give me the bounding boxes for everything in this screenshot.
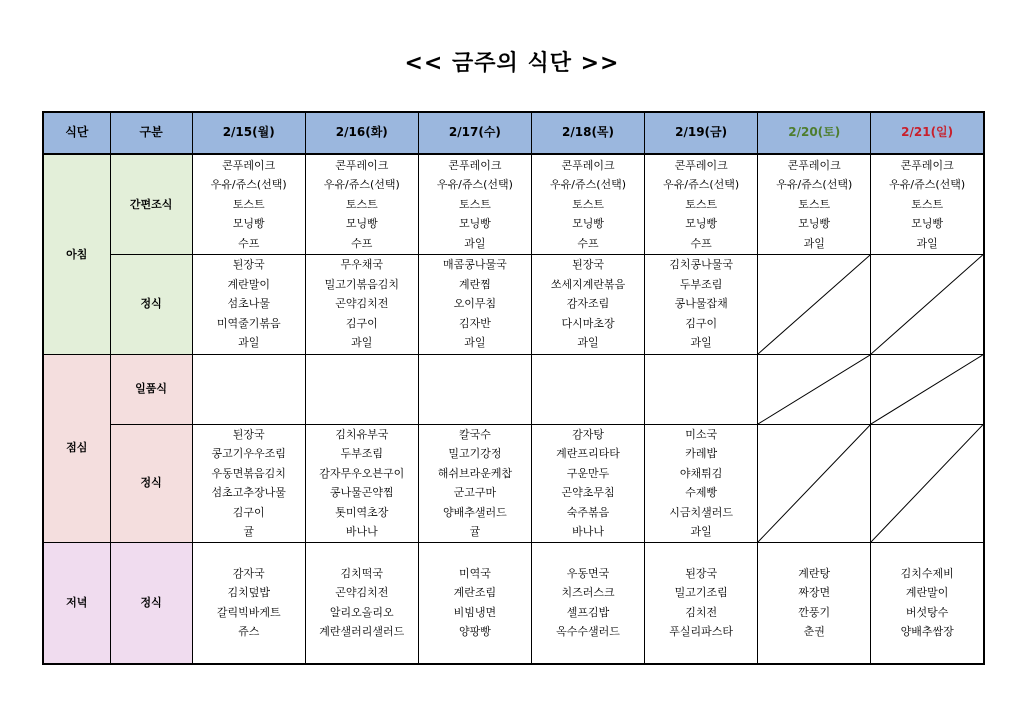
dish-item: 양배추샐러드 [443,505,507,519]
dish-item: 양팡빵 [458,625,491,639]
dish-item: 모닝빵 [685,217,718,230]
dish-item: 밀고기볶음김치 [324,277,399,291]
dish-item: 모닝빵 [911,217,944,230]
header-day: 2/19(금) [645,112,758,154]
dish-item: 계란말이 [227,277,270,291]
dish-item: 콘푸레이크 [561,158,615,172]
dish-item: 된장국 [232,427,265,441]
dish-item: 두부조림 [340,447,384,460]
dish-item: 우유/쥬스(선택) [889,178,966,191]
dish-item: 비빔냉면 [453,605,497,619]
menu-body [43,154,984,664]
dish-item: 콘푸레이크 [674,158,728,172]
menu-row [43,542,984,664]
dish-item: 계란조림 [453,586,497,600]
menu-cell [418,254,531,354]
dish-item: 무우채국 [340,258,384,272]
dish-item: 과일 [238,336,260,350]
dish-item: 밀고기강정 [448,447,502,460]
dish-item: 곤약김치전 [335,297,389,311]
dish-item: 콘푸레이크 [787,158,841,172]
menu-cell [871,542,984,664]
dish-item: 두부조림 [679,277,723,291]
meal-type: 일품식 [110,354,192,424]
dish-item: 우유/쥬스(선택) [210,178,287,191]
dish-item: 미역줄기볶음 [216,316,281,330]
dish-item: 김구이 [232,505,265,519]
menu-cell [645,542,758,664]
no-service-cell [758,254,871,354]
dish-item: 계란탕 [798,566,831,580]
header-day-sunday: 2/21(일) [871,112,984,154]
dish-item: 콩고기우우조림 [211,447,286,460]
header-day: 2/18(목) [531,112,644,154]
diagonal-slash [758,355,870,424]
dish-item: 콘푸레이크 [335,158,389,172]
menu-row [43,354,984,424]
header-meal: 식단 [43,112,110,154]
dish-item: 김치유부국 [335,427,389,441]
dish-item: 과일 [690,525,712,538]
dish-item: 톳미역초장 [335,505,389,519]
dish-item: 수프 [577,236,599,250]
dish-item: 카레밥 [685,447,718,460]
dish-item: 감자무우오븐구이 [319,466,405,480]
dish-item: 우유/쥬스(선택) [776,178,853,191]
menu-cell [758,154,871,254]
dish-item: 바나나 [345,525,378,538]
menu-cell [192,254,305,354]
dish-item: 감자탕 [572,427,604,441]
dish-item: 춘권 [803,625,825,639]
dish-item: 숙주볶음 [566,505,610,519]
menu-cell [758,542,871,664]
dish-item: 우유/쥬스(선택) [550,178,627,191]
dish-item: 과일 [916,236,938,250]
dish-item: 칼국수 [458,427,491,441]
diagonal-slash [758,425,870,542]
dish-item: 우동면볶음김치 [211,466,286,480]
dish-item: 해쉬브라운케찹 [437,466,513,480]
dish-item: 계란프리타타 [556,447,620,460]
dish-item: 과일 [464,236,486,250]
menu-row [43,424,984,542]
menu-cell [192,542,305,664]
dish-item: 토스트 [572,197,604,211]
dish-item: 콩나물잡채 [674,297,728,311]
meal-name: 점심 [43,354,110,542]
dish-item: 김자반 [458,316,491,330]
diagonal-slash [758,255,870,354]
dish-item: 토스트 [232,197,265,211]
diagonal-slash [871,255,983,354]
meal-type: 간편조식 [110,154,192,254]
dish-item: 과일 [577,336,599,350]
dish-item: 섬초고추장나물 [211,486,286,499]
menu-row [43,154,984,254]
menu-cell [305,424,418,542]
dish-item: 오이무침 [453,297,497,311]
header-day: 2/15(월) [192,112,305,154]
dish-item: 과일 [803,236,825,250]
header-type: 구분 [110,112,192,154]
dish-item: 김치콩나물국 [669,258,734,272]
diagonal-slash [871,425,983,542]
dish-item: 수제빵 [685,486,718,499]
dish-item: 수프 [351,236,373,250]
page-title: << 금주의 식단 >> [404,51,620,76]
dish-item: 우유/쥬스(선택) [436,178,513,191]
header-day: 2/16(화) [305,112,418,154]
dish-item: 양배추쌈장 [900,625,954,639]
dish-item: 토스트 [345,197,378,211]
menu-cell [192,424,305,542]
dish-item: 된장국 [685,566,718,580]
dish-item: 곤약김치전 [335,586,389,600]
dish-item: 수프 [238,236,260,250]
menu-cell [645,424,758,542]
dish-item: 과일 [351,336,373,350]
dish-item: 과일 [464,336,486,350]
dish-item: 콩나물곤약찜 [329,486,394,499]
meal-name: 아침 [43,154,110,354]
dish-item: 바나나 [572,525,604,538]
dish-item: 다시마초장 [561,316,615,330]
dish-item: 토스트 [798,197,831,211]
menu-cell [418,354,531,424]
dish-item: 깐풍기 [798,605,831,619]
dish-item: 우유/쥬스(선택) [663,178,740,191]
menu-cell [531,154,644,254]
menu-cell [305,154,418,254]
dish-item: 된장국 [232,258,265,272]
dish-item: 야채튀김 [679,466,723,480]
menu-cell [645,254,758,354]
dish-item: 감자국 [232,566,265,580]
dish-item: 미역국 [458,566,491,580]
menu-cell [418,424,531,542]
dish-item: 치즈러스크 [561,586,615,600]
meal-type: 정식 [110,424,192,542]
dish-item: 김치떡국 [340,566,384,580]
dish-item: 과일 [690,336,712,350]
dish-item: 미소국 [685,427,718,441]
dish-item: 매콤콩나물국 [443,258,507,272]
no-service-cell [758,424,871,542]
dish-item: 구운만두 [566,466,610,480]
dish-item: 김치수제비 [900,566,954,580]
dish-item: 계란샐러리샐러드 [319,625,405,639]
dish-item: 옥수수샐러드 [556,625,620,639]
meal-type: 정식 [110,542,192,664]
dish-item: 짜장면 [798,586,831,600]
dish-item: 섬초나물 [227,297,270,311]
dish-item: 셀프김밥 [566,605,610,619]
dish-item: 쥬스 [238,625,260,639]
menu-cell [531,424,644,542]
dish-item: 모닝빵 [798,217,831,230]
dish-item: 감자조림 [566,297,610,311]
menu-cell [418,542,531,664]
dish-item: 귤 [469,525,481,538]
dish-item: 알리오올리오 [329,605,394,619]
dish-item: 계란찜 [458,277,491,291]
menu-cell [192,154,305,254]
meal-name: 저녁 [43,542,110,664]
menu-row [43,254,984,354]
dish-item: 갈릭빅바게트 [216,605,281,619]
dish-item: 모닝빵 [572,217,604,230]
header-day: 2/17(수) [418,112,531,154]
dish-item: 김구이 [685,316,718,330]
dish-item: 우유/쥬스(선택) [323,178,400,191]
no-service-cell [758,354,871,424]
dish-item: 군고구마 [453,486,497,499]
no-service-cell [871,424,984,542]
dish-item: 계란말이 [905,586,949,600]
dish-item: 시금치샐러드 [669,505,734,519]
dish-item: 콘푸레이크 [900,158,954,172]
dish-item: 밀고기조림 [674,586,728,600]
menu-cell [531,354,644,424]
header-row [43,112,984,154]
dish-item: 우동면국 [566,566,610,580]
meal-type: 정식 [110,254,192,354]
menu-cell [871,154,984,254]
dish-item: 토스트 [685,197,718,211]
dish-item: 된장국 [572,258,604,272]
dish-item: 토스트 [458,197,491,211]
menu-cell [192,354,305,424]
header-day-saturday: 2/20(토) [758,112,871,154]
dish-item: 곤약초무침 [561,486,615,499]
dish-item: 푸실리파스타 [669,625,734,639]
dish-item: 김구이 [345,316,378,330]
dish-item: 모닝빵 [232,217,265,230]
dish-item: 귤 [243,525,255,538]
menu-cell [645,154,758,254]
no-service-cell [871,354,984,424]
dish-item: 수프 [690,236,712,250]
dish-item: 김치전 [685,605,718,619]
dish-item: 모닝빵 [458,217,491,230]
dish-item: 토스트 [911,197,944,211]
menu-cell [305,354,418,424]
menu-cell [531,542,644,664]
menu-cell [531,254,644,354]
dish-item: 김치덮밥 [227,586,270,600]
dish-item: 쏘세지계란볶음 [550,277,626,291]
dish-item: 콘푸레이크 [222,158,276,172]
menu-cell [645,354,758,424]
diagonal-slash [871,355,983,424]
no-service-cell [871,254,984,354]
dish-item: 콘푸레이크 [448,158,502,172]
dish-item: 버섯탕수 [905,605,949,619]
weekly-menu-table [42,111,985,665]
menu-cell [418,154,531,254]
menu-cell [305,254,418,354]
menu-cell [305,542,418,664]
dish-item: 모닝빵 [345,217,378,230]
